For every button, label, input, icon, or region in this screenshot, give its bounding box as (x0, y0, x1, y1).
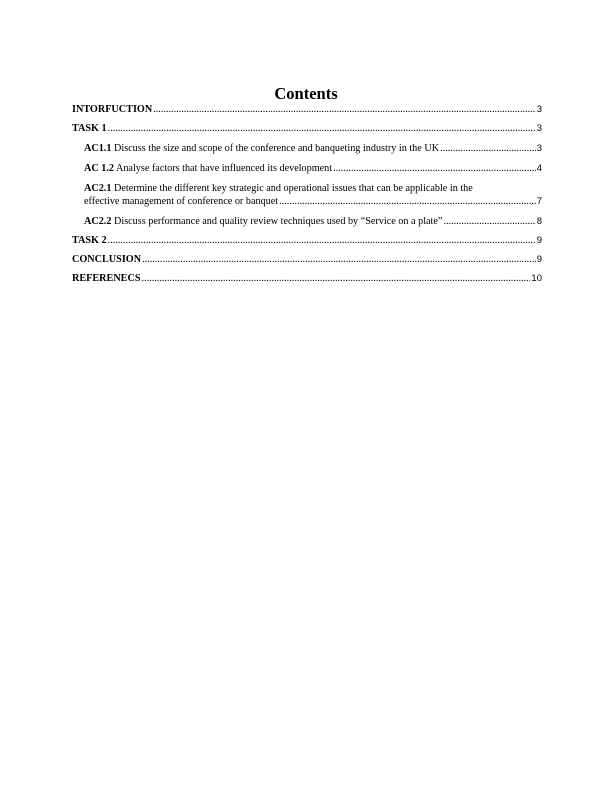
toc-entry-ac1-2[interactable] (72, 163, 542, 175)
dot-leader (443, 216, 535, 228)
dot-leader (333, 163, 536, 175)
toc-page-number: 4 (536, 163, 542, 174)
dot-leader (279, 196, 536, 208)
toc-page-number: 10 (531, 273, 542, 284)
toc-entry-introduction[interactable] (72, 104, 542, 116)
toc-entry-label: CONCLUSION (72, 254, 142, 265)
toc-page-number: 7 (536, 196, 542, 207)
dot-leader (108, 123, 536, 135)
toc-entry-task-1[interactable] (72, 123, 542, 135)
dot-leader (153, 104, 536, 116)
toc-page-number: 3 (536, 143, 542, 154)
toc-entry-label: AC1.1 Discuss the size and scope of the conference and banqueting industry in the UK (84, 143, 440, 154)
toc-entry-references[interactable] (72, 273, 542, 285)
toc-page-number: 3 (536, 104, 542, 115)
toc-entry-label-continued: effective management of conference or banquet (84, 196, 279, 207)
toc-entry-conclusion[interactable] (72, 254, 542, 266)
dot-leader (108, 235, 536, 247)
toc-entry-label: TASK 2 (72, 235, 107, 246)
toc-entry-label: AC 1.2 Analyse factors that have influenced its development (84, 163, 333, 174)
toc-page-number: 8 (536, 216, 542, 227)
dot-leader (440, 143, 536, 155)
toc-entry-label: AC2.2 Discuss performance and quality review techniques used by “Service on a plate” (84, 216, 443, 227)
dot-leader (142, 273, 531, 285)
toc-entry-label: INTORFUCTION (72, 104, 153, 115)
toc-page-number: 9 (536, 254, 542, 265)
toc-entry-task-2[interactable] (72, 235, 542, 247)
toc-entry-label: REFERENECS (72, 273, 141, 284)
contents-title: Contents (274, 84, 338, 103)
toc-entry-label: TASK 1 (72, 123, 107, 134)
toc-page-number: 9 (536, 235, 542, 246)
table-of-contents (72, 104, 542, 285)
toc-entry-label: AC2.1 Determine the different key strategic and operational issues that can be applicable in the (84, 183, 473, 194)
toc-page-number: 3 (536, 123, 542, 134)
toc-entry-ac2-2[interactable] (72, 216, 542, 228)
toc-entry-ac2-1[interactable] (72, 183, 542, 208)
toc-entry-ac1-1[interactable] (72, 143, 542, 155)
dot-leader (142, 254, 536, 266)
